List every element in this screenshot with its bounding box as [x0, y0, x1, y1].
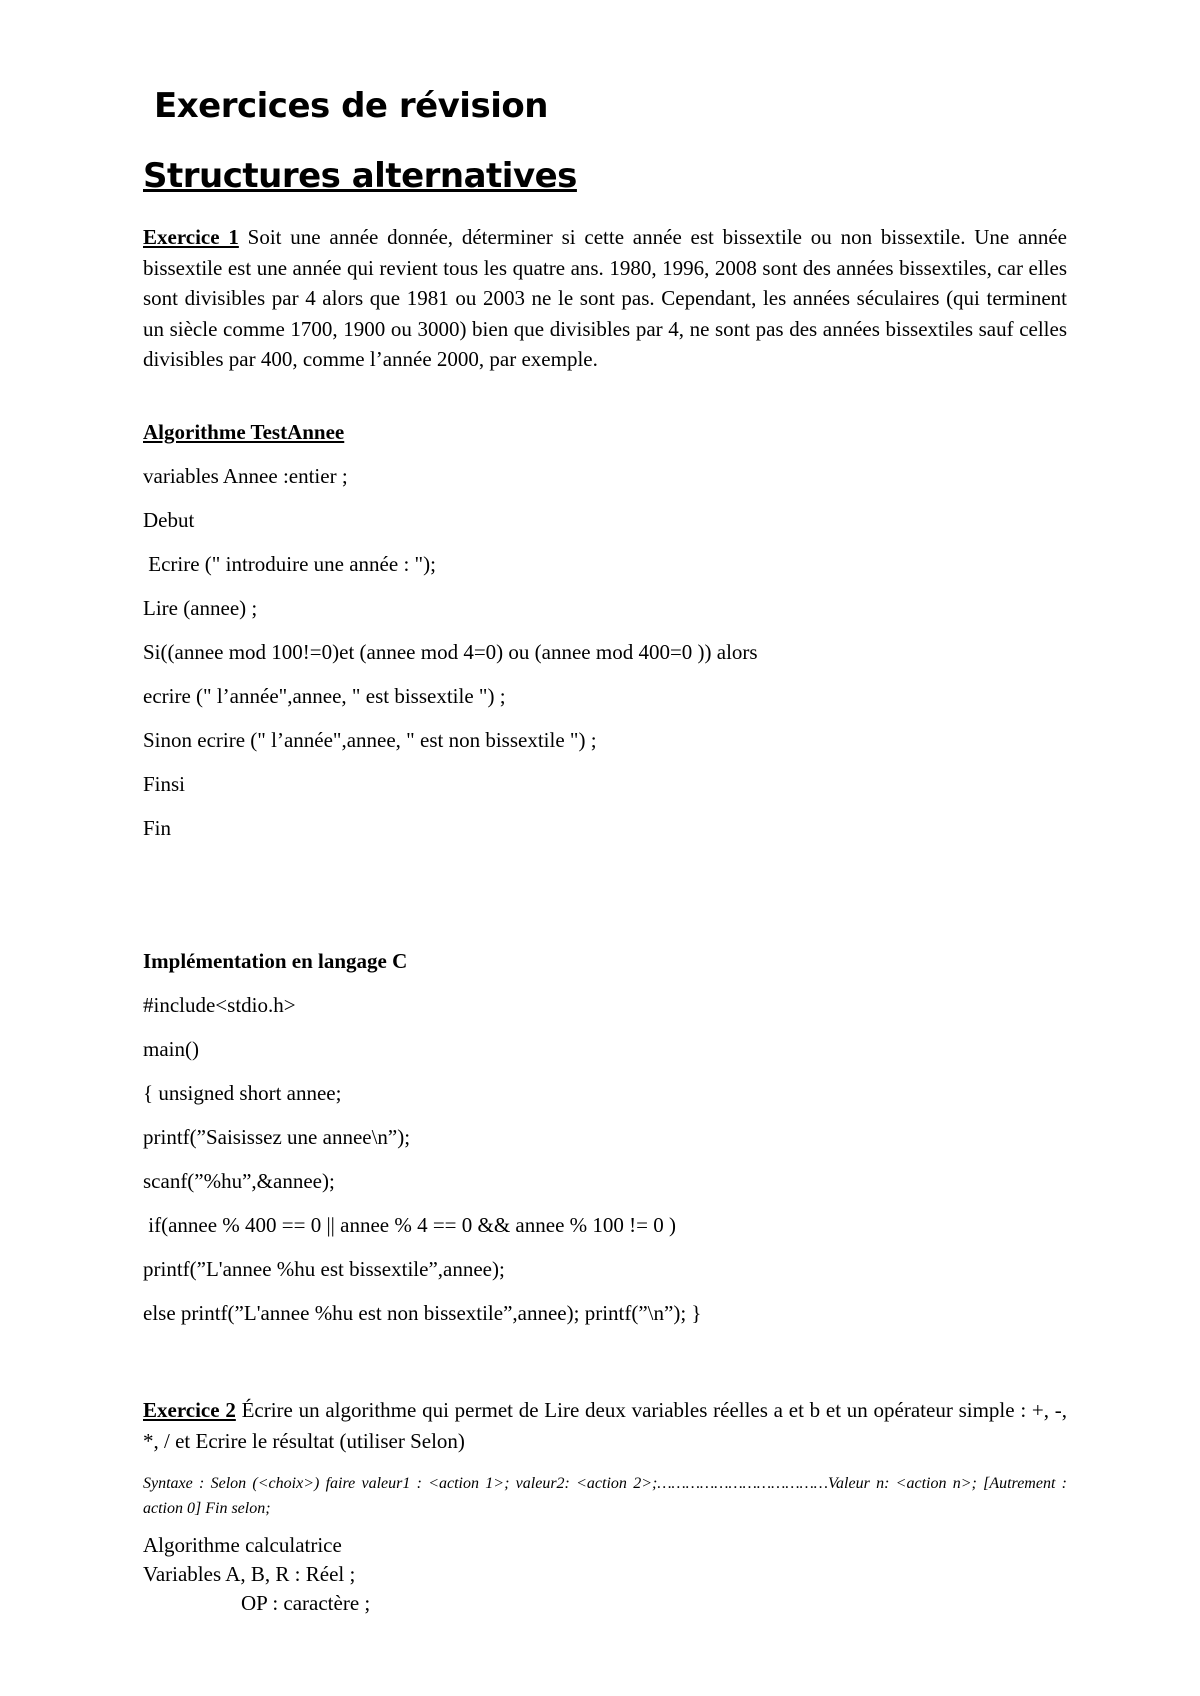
algorithm-line: Ecrire (" introduire une année : ");: [143, 552, 436, 576]
exercise-1-text: Soit une année donnée, déterminer si cette année est bissextile ou non bissextile. Une année bissextile est une année qui revient tous les quatre ans. 1980, 1996, 2008 sont des années bissextiles, car elles sont divisibles par 4 alors que 1981 ou 2003 ne le sont pas. Cependant, les années séculaires (qui terminent un siècle comme 1700, 1900 ou 3000) bien que divisibles par 4, ne sont pas des années bissextiles sauf celles divisibles par 400, comme l’année 2000, par exemple.: [143, 225, 1067, 371]
algorithm-line: Debut: [143, 508, 195, 532]
algorithm-line: Lire (annee) ;: [143, 596, 258, 620]
code-line: scanf(”%hu”,&annee);: [143, 1169, 335, 1193]
exercise-2-text: Écrire un algorithme qui permet de Lire deux variables réelles a et b et un opérateur simple : +, -, *, / et Ecrire le résultat (utiliser Selon): [143, 1398, 1067, 1453]
exercise-2-paragraph: [143, 1395, 1067, 1456]
code-line: { unsigned short annee;: [143, 1081, 342, 1105]
algorithm-line: ecrire (" l’année",annee, " est bissextile ") ;: [143, 684, 506, 708]
algorithm-line: Sinon ecrire (" l’année",annee, " est non bissextile ") ;: [143, 728, 597, 752]
exercise-2-label: Exercice 2: [143, 1398, 236, 1422]
algorithm-2-line: OP : caractère ;: [241, 1591, 371, 1615]
code-line: if(annee % 400 == 0 || annee % 4 == 0 && annee % 100 != 0 ): [143, 1213, 676, 1237]
algorithm-2-line: Algorithme calculatrice: [143, 1533, 342, 1557]
code-line: else printf(”L'annee %hu est non bissextile”,annee); printf(”\n”); }: [143, 1301, 702, 1325]
selon-syntax: Syntaxe : Selon (<choix>) faire valeur1 : <action 1>; valeur2: <action 2>;………………………………Valeur n: <action n>; [Autrement : action 0] Fin selon;: [143, 1475, 1067, 1517]
algorithm-line: Finsi: [143, 772, 186, 796]
section-title: Structures alternatives: [143, 156, 577, 196]
algorithm-line: Si((annee mod 100!=0)et (annee mod 4=0) ou (annee mod 400=0 )) alors: [143, 640, 758, 664]
algorithm-1-title: Algorithme TestAnnee: [143, 420, 345, 444]
exercise-1-label: Exercice 1: [143, 225, 239, 249]
exercise-1-paragraph: [143, 222, 1067, 375]
algorithm-2-line: Variables A, B, R : Réel ;: [143, 1562, 356, 1586]
code-line: printf(”L'annee %hu est bissextile”,annee);: [143, 1257, 505, 1281]
implementation-title: Implémentation en langage C: [143, 949, 408, 973]
page-title: Exercices de révision: [154, 86, 548, 126]
algorithm-line: Fin: [143, 816, 172, 840]
code-line: #include<stdio.h>: [143, 993, 296, 1017]
code-line: printf(”Saisissez une annee\n”);: [143, 1125, 411, 1149]
code-line: main(): [143, 1037, 199, 1061]
algorithm-line: variables Annee :entier ;: [143, 464, 348, 488]
